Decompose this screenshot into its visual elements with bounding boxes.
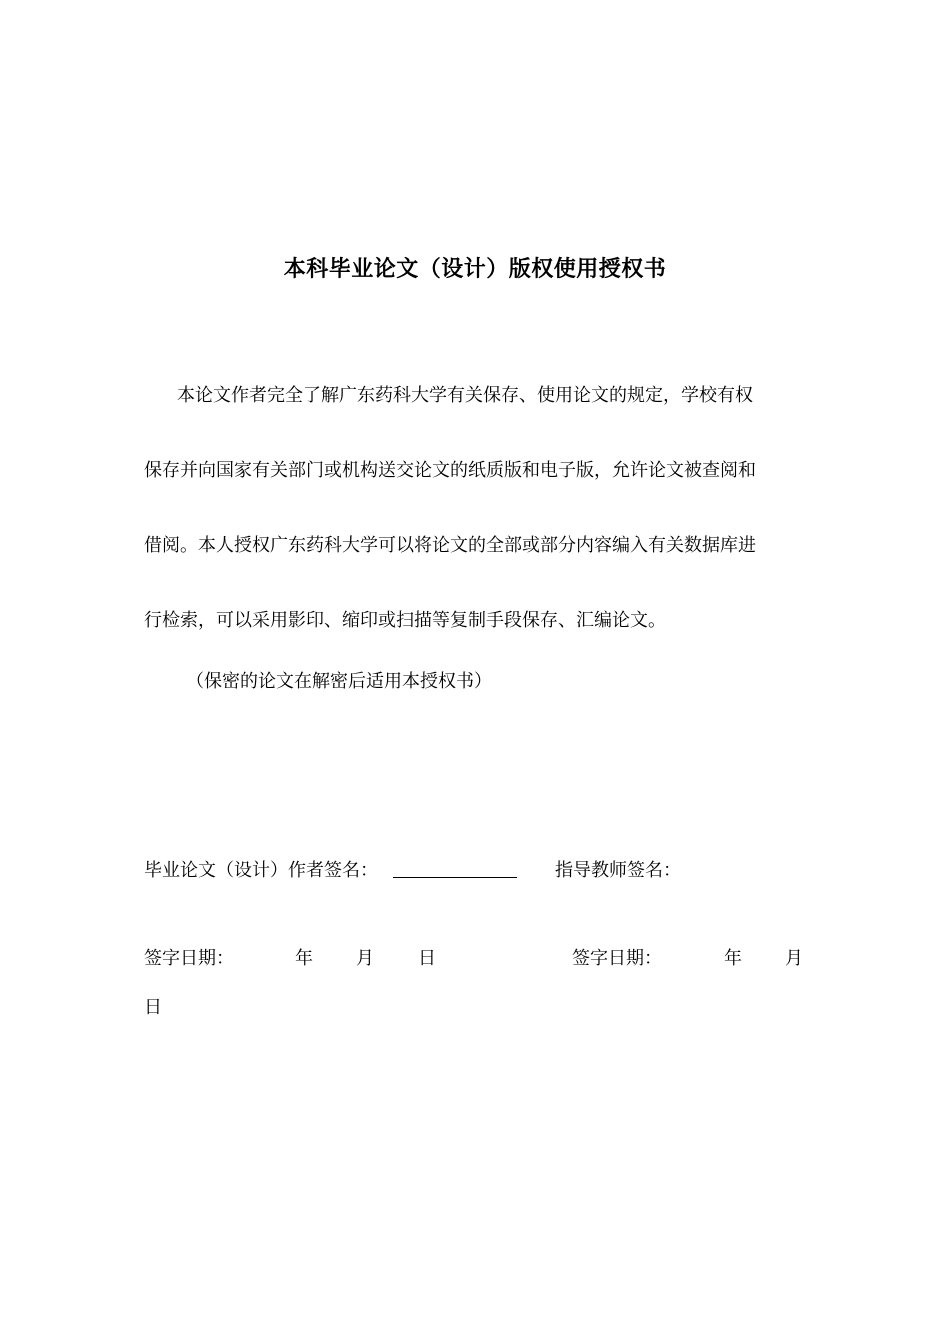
paragraph-line-2: 保存并向国家有关部门或机构送交论文的纸质版和电子版，允许论文被查阅和 [144,460,756,481]
paragraph-line-4: 行检索，可以采用影印、缩印或扫描等复制手段保存、汇编论文。 [144,610,666,631]
right-sign-date-label: 签字日期： [572,948,662,969]
left-sign-date-label: 签字日期： [144,948,234,969]
left-sign-date-month: 月 [356,948,374,969]
paragraph-line-1: 本论文作者完全了解广东药科大学有关保存、使用论文的规定，学校有权 [177,385,753,406]
confidential-note: （保密的论文在解密后适用本授权书） [186,671,492,692]
author-signature-label: 毕业论文（设计）作者签名： [144,860,378,881]
right-sign-date-year: 年 [724,948,742,969]
paragraph-line-3: 借阅。本人授权广东药科大学可以将论文的全部或部分内容编入有关数据库进 [144,535,756,556]
document-title: 本科毕业论文（设计）版权使用授权书 [283,257,667,282]
right-sign-date-day: 日 [144,997,162,1018]
advisor-signature-label: 指导教师签名： [555,860,681,881]
right-sign-date-month: 月 [785,948,803,969]
left-sign-date-day: 日 [418,948,436,969]
author-signature-blank[interactable] [393,877,517,878]
left-sign-date-year: 年 [295,948,313,969]
